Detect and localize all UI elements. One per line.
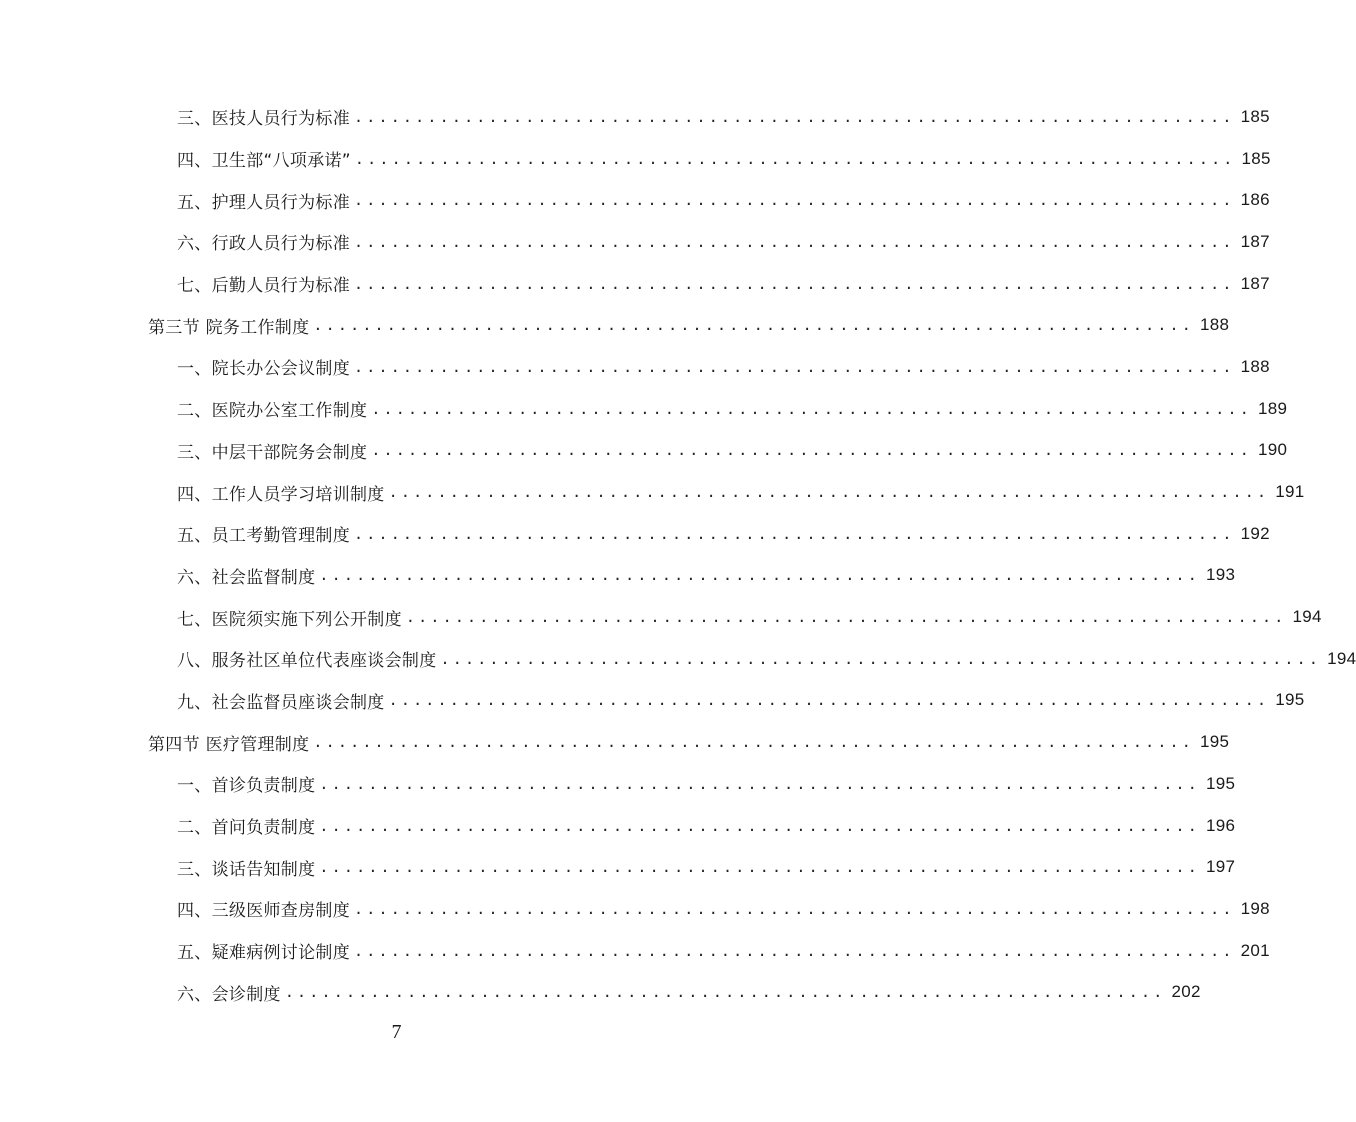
toc-entry-page: 201 bbox=[1240, 940, 1270, 960]
toc-entry-label: 三、医技人员行为标准 bbox=[177, 104, 354, 129]
dot-leader: ........................................................................ bbox=[354, 524, 1235, 543]
toc-entry-label: 六、行政人员行为标准 bbox=[177, 229, 354, 254]
toc-entry[interactable] bbox=[177, 263, 1270, 305]
dot-leader: ........................................................................ bbox=[319, 858, 1201, 877]
dot-leader: ........................................................................ bbox=[354, 107, 1235, 126]
toc-entry-label: 二、医院办公室工作制度 bbox=[177, 396, 371, 421]
toc-entry-label: 六、会诊制度 bbox=[177, 980, 285, 1005]
toc-entry-page: 188 bbox=[1200, 315, 1230, 335]
toc-entry[interactable] bbox=[177, 805, 1236, 847]
toc-entry[interactable] bbox=[177, 221, 1270, 263]
toc-entry-page: 189 bbox=[1257, 398, 1288, 418]
toc-entry-page: 192 bbox=[1240, 523, 1270, 543]
dot-leader: ........................................................................ bbox=[388, 691, 1270, 710]
toc-entry-label: 一、院长办公会议制度 bbox=[177, 354, 354, 379]
toc-entry[interactable] bbox=[177, 513, 1270, 555]
toc-entry-page: 185 bbox=[1241, 148, 1271, 168]
toc-entry-page: 190 bbox=[1257, 440, 1288, 460]
dot-leader: ........................................................................ bbox=[319, 816, 1201, 835]
dot-leader: ........................................................................ bbox=[354, 941, 1235, 960]
dot-leader: ........................................................................ bbox=[354, 149, 1236, 168]
dot-leader: ........................................................................ bbox=[319, 774, 1201, 793]
dot-leader: ........................................................................ bbox=[313, 316, 1195, 335]
toc-entry-label: 四、工作人员学习培训制度 bbox=[177, 480, 389, 505]
toc-entry-page: 197 bbox=[1206, 857, 1236, 877]
toc-entry-label: 六、社会监督制度 bbox=[177, 563, 319, 588]
toc-entry-label: 八、服务社区单位代表座谈会制度 bbox=[177, 646, 441, 671]
toc-entry-label: 九、社会监督员座谈会制度 bbox=[177, 688, 389, 713]
toc-entry-label: 第四节 医疗管理制度 bbox=[148, 730, 313, 755]
dot-leader: ........................................................................ bbox=[371, 441, 1252, 460]
toc-entry-page: 191 bbox=[1275, 482, 1305, 502]
toc-entry[interactable] bbox=[177, 888, 1270, 930]
toc-entry-label: 五、员工考勤管理制度 bbox=[177, 521, 354, 546]
dot-leader: ........................................................................ bbox=[405, 608, 1287, 627]
toc-entry-label: 三、谈话告知制度 bbox=[177, 855, 319, 880]
toc-entry[interactable] bbox=[177, 138, 1271, 180]
toc-entry[interactable] bbox=[177, 971, 1201, 1013]
toc-entry-page: 186 bbox=[1240, 190, 1270, 210]
dot-leader: ........................................................................ bbox=[354, 899, 1235, 918]
dot-leader: ........................................................................ bbox=[354, 274, 1235, 293]
toc-entry-label: 四、三级医师查房制度 bbox=[177, 896, 354, 921]
toc-entry[interactable] bbox=[177, 596, 1322, 638]
toc-entry-page: 194 bbox=[1292, 607, 1322, 627]
toc-entry-page: 188 bbox=[1240, 356, 1270, 376]
toc-entry-page: 185 bbox=[1240, 106, 1270, 126]
dot-leader: ........................................................................ bbox=[354, 357, 1235, 376]
toc-entry-page: 195 bbox=[1275, 690, 1305, 710]
toc-entry-page: 195 bbox=[1200, 732, 1230, 752]
dot-leader: ........................................................................ bbox=[371, 399, 1252, 418]
toc-entry[interactable] bbox=[177, 846, 1236, 888]
dot-leader: ........................................................................ bbox=[284, 983, 1166, 1002]
dot-leader: ........................................................................ bbox=[354, 232, 1235, 251]
toc-entry[interactable] bbox=[177, 430, 1288, 472]
toc-entry[interactable] bbox=[177, 96, 1270, 138]
toc-entry-page: 194 bbox=[1327, 648, 1356, 668]
page-number: 7 bbox=[391, 1021, 402, 1043]
toc-entry-label: 七、后勤人员行为标准 bbox=[177, 271, 354, 296]
toc-entry-page: 202 bbox=[1171, 982, 1201, 1002]
toc-entry-page: 187 bbox=[1240, 231, 1270, 251]
table-of-contents bbox=[0, 96, 1356, 1013]
toc-entry-page: 193 bbox=[1206, 565, 1236, 585]
toc-entry-page: 198 bbox=[1240, 898, 1270, 918]
toc-entry-label: 三、中层干部院务会制度 bbox=[177, 438, 371, 463]
toc-entry-page: 195 bbox=[1206, 773, 1236, 793]
toc-entry[interactable] bbox=[177, 179, 1270, 221]
toc-entry-label: 七、医院须实施下列公开制度 bbox=[177, 605, 406, 630]
dot-leader: ........................................................................ bbox=[319, 566, 1201, 585]
toc-entry[interactable] bbox=[177, 930, 1270, 972]
toc-entry-page: 196 bbox=[1206, 815, 1236, 835]
toc-entry-label: 二、首问负责制度 bbox=[177, 813, 319, 838]
toc-section-entry[interactable] bbox=[148, 304, 1230, 346]
toc-entry-label: 第三节 院务工作制度 bbox=[148, 313, 313, 338]
toc-entry-label: 五、疑难病例讨论制度 bbox=[177, 938, 354, 963]
toc-entry-page: 187 bbox=[1240, 273, 1270, 293]
dot-leader: ........................................................................ bbox=[354, 191, 1235, 210]
toc-entry[interactable] bbox=[177, 555, 1236, 597]
toc-entry[interactable] bbox=[177, 680, 1305, 722]
toc-section-entry[interactable] bbox=[148, 721, 1230, 763]
toc-entry[interactable] bbox=[177, 346, 1270, 388]
toc-entry[interactable] bbox=[177, 763, 1236, 805]
toc-entry-label: 一、首诊负责制度 bbox=[177, 771, 319, 796]
dot-leader: ........................................................................ bbox=[313, 733, 1195, 752]
toc-entry-label: 四、卫生部“八项承诺” bbox=[177, 146, 355, 171]
toc-entry-label: 五、护理人员行为标准 bbox=[177, 188, 354, 213]
dot-leader: ........................................................................ bbox=[440, 649, 1322, 668]
toc-entry[interactable] bbox=[177, 471, 1305, 513]
dot-leader: ........................................................................ bbox=[388, 483, 1270, 502]
toc-entry[interactable] bbox=[177, 638, 1356, 680]
toc-entry[interactable] bbox=[177, 388, 1288, 430]
